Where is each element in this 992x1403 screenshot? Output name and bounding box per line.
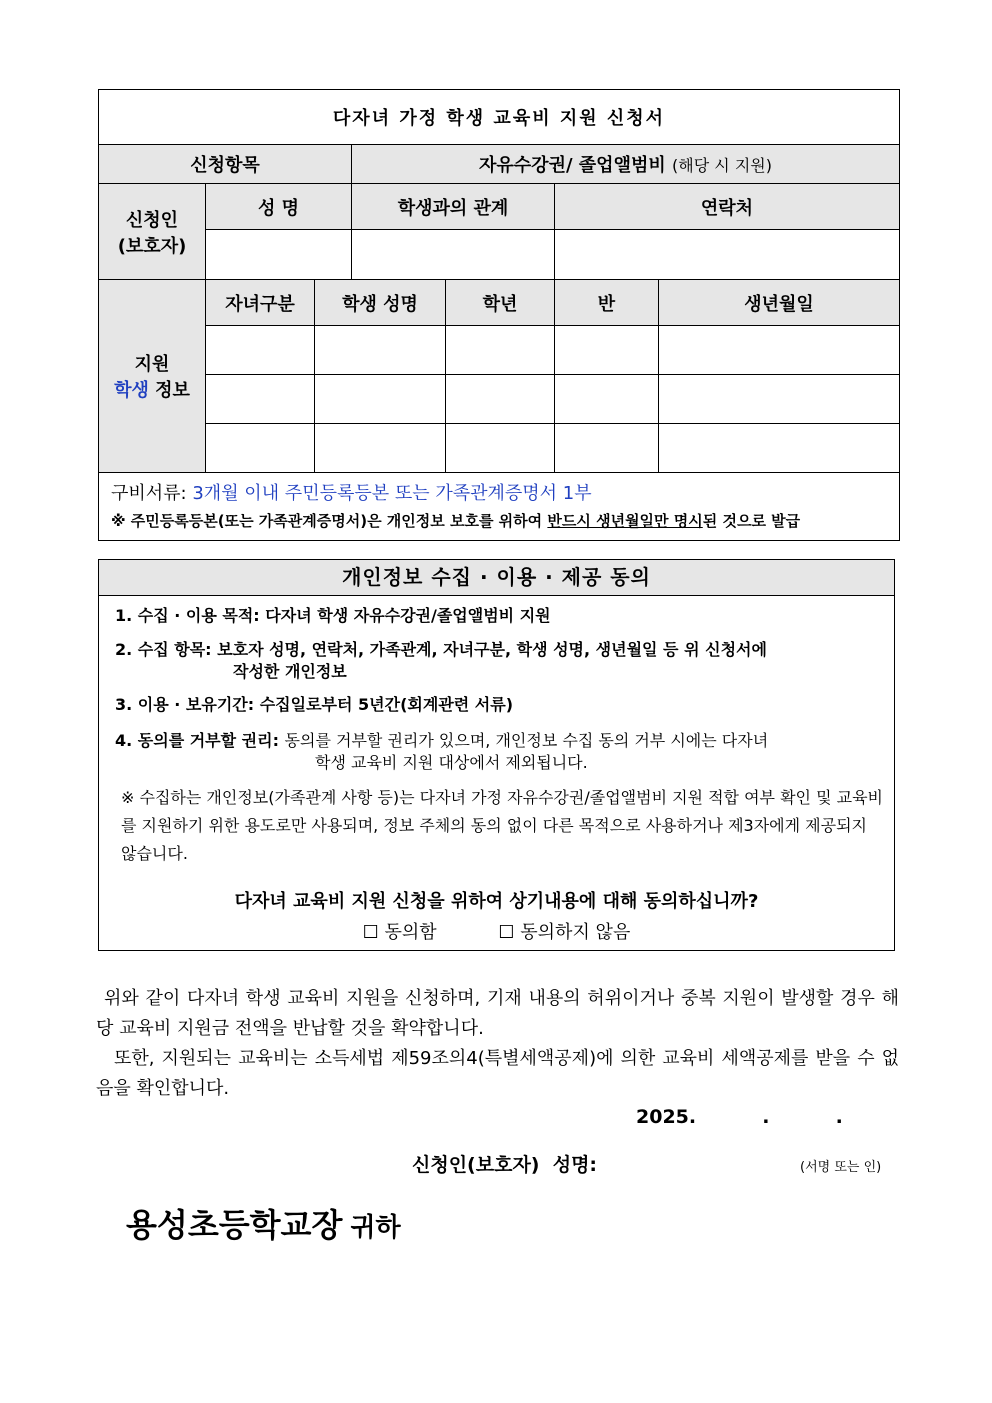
col-name: 성 명 — [206, 184, 352, 230]
col-birthdate: 생년월일 — [659, 280, 900, 326]
disagree-checkbox[interactable]: ☐ 동의하지 않음 — [498, 922, 631, 943]
student-name-field[interactable] — [315, 375, 446, 424]
application-date: 2025. . . — [636, 1106, 843, 1128]
agree-checkbox[interactable]: ☐ 동의함 — [362, 922, 437, 943]
grade-field[interactable] — [446, 375, 555, 424]
consent-item-1: 1. 수집 · 이용 목적: 다자녀 학생 자유수강권/졸업앨범비 지원 — [115, 606, 551, 625]
child-type-field[interactable] — [206, 424, 315, 473]
grade-field[interactable] — [446, 326, 555, 375]
student-name-field[interactable] — [315, 424, 446, 473]
consent-item-3: 3. 이용 · 보유기간: 수집일로부터 5년간(회계관련 서류) — [115, 695, 514, 714]
consent-item-2: 2. 수집 항목: 보호자 성명, 연락처, 가족관계, 자녀구분, 학생 성명, 생년월일 등 위 신청서에 작성한 개인정보 — [115, 640, 767, 681]
col-grade: 학년 — [446, 280, 555, 326]
applicant-contact-field[interactable] — [555, 230, 900, 280]
apply-item-label: 신청항목 — [99, 145, 352, 184]
student-info-label: 지원 학생 정보 — [99, 280, 206, 473]
child-type-field[interactable] — [206, 375, 315, 424]
student-row — [99, 326, 900, 375]
student-row — [99, 424, 900, 473]
consent-title: 개인정보 수집 · 이용 · 제공 동의 — [99, 560, 894, 596]
grade-field[interactable] — [446, 424, 555, 473]
col-class: 반 — [555, 280, 659, 326]
application-form-table — [98, 89, 900, 541]
signature-note: (서명 또는 인) — [800, 1160, 882, 1175]
class-field[interactable] — [555, 375, 659, 424]
pledge-paragraph-2: 또한, 지원되는 교육비는 소득세법 제59조의4(특별세액공제)에 의한 교육비 세액공제를 받을 수 없음을 확인합니다. — [96, 1048, 899, 1099]
student-name-field[interactable] — [315, 326, 446, 375]
col-student-name: 학생 성명 — [315, 280, 446, 326]
pledge-paragraph-1: 위와 같이 다자녀 학생 교육비 지원을 신청하며, 기재 내용의 허위이거나 중복 지원이 발생할 경우 해당 교육비 지원금 전액을 반납할 것을 확약합니다. — [96, 988, 899, 1039]
class-field[interactable] — [555, 424, 659, 473]
form-title: 다자녀 가정 학생 교육비 지원 신청서 — [99, 90, 900, 145]
birthdate-field[interactable] — [659, 375, 900, 424]
applicant-relation-field[interactable] — [352, 230, 555, 280]
birthdate-field[interactable] — [659, 326, 900, 375]
privacy-consent-box — [98, 559, 895, 951]
birthdate-field[interactable] — [659, 424, 900, 473]
recipient: 용성초등학교장 귀하 — [126, 1206, 401, 1244]
applicant-label: 신청인 (보호자) — [99, 184, 206, 280]
child-type-field[interactable] — [206, 326, 315, 375]
required-documents: 구비서류: 3개월 이내 주민등록등본 또는 가족관계증명서 1부 ※ 주민등록등본(또는 가족관계증명서)은 개인정보 보호를 위하여 반드시 생년월일만 명시된 것으로 발급 — [99, 473, 900, 541]
consent-item-4: 4. 동의를 거부할 권리: 동의를 거부할 권리가 있으며, 개인정보 수집 동의 거부 시에는 다자녀 학생 교육비 지원 대상에서 제외됩니다. — [115, 731, 769, 772]
class-field[interactable] — [555, 326, 659, 375]
col-contact: 연락처 — [555, 184, 900, 230]
col-relation: 학생과의 관계 — [352, 184, 555, 230]
student-row — [99, 375, 900, 424]
signature-label: 신청인(보호자) 성명: — [412, 1154, 598, 1176]
consent-note: ※ 수집하는 개인정보(가족관계 사항 등)는 다자녀 가정 자유수강권/졸업앨범비 지원 적합 여부 확인 및 교육비를 지원하기 위한 용도로만 사용되며, 정보 주체의 동의 없이 다른 목적으로 사용하거나 제3자에게 제공되지 않습니다. — [121, 788, 884, 863]
consent-options — [99, 918, 894, 944]
consent-question: 다자녀 교육비 지원 신청을 위하여 상기내용에 대해 동의하십니까? — [234, 891, 759, 912]
col-child-type: 자녀구분 — [206, 280, 315, 326]
applicant-name-field[interactable] — [206, 230, 352, 280]
apply-item-value: 자유수강권/ 졸업앨범비 (해당 시 지원) — [352, 145, 900, 184]
